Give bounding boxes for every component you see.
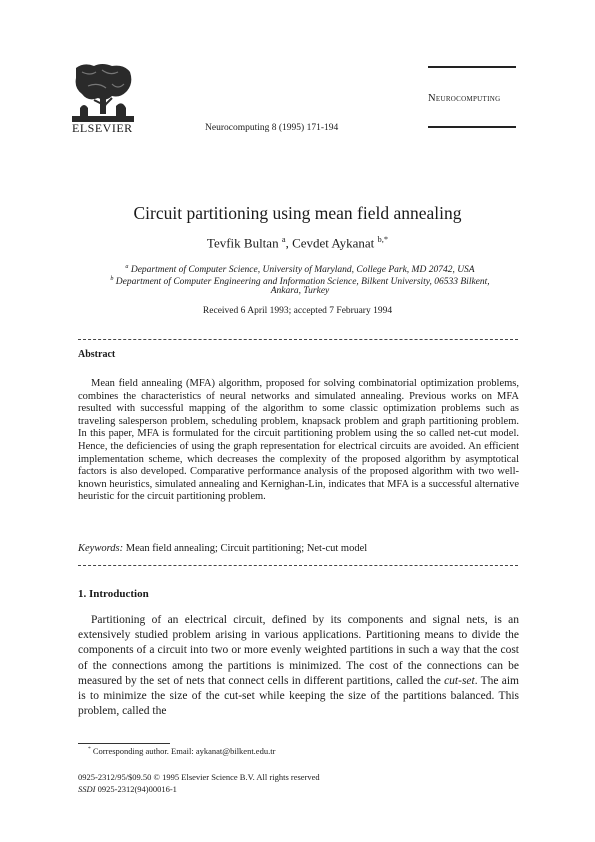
intro-cut-set-term: cut-set — [444, 674, 475, 687]
intro-text: Partitioning of an electrical circuit, defined by its components and signal nets, is an extensively studied problem arising in various applications. Partitioning means to divide the components of a circuit into two or more evenly weighted partitions in such a way that the cost of the connections among the partitions is minimized. The cost of the connections can be measured by the set of nets that connect cells in different partitions, called the — [78, 614, 519, 687]
issn-copyright-line: 0925-2312/95/$09.50 © 1995 Elsevier Science B.V. All rights reserved — [78, 772, 320, 782]
abstract-bottom-rule — [78, 565, 518, 566]
ssdi-line — [78, 784, 177, 794]
author-name: Cevdet Aykanat — [292, 235, 375, 251]
corresponding-author-footnote — [88, 746, 275, 756]
journal-top-rule — [428, 66, 516, 68]
affiliation-mark: a — [125, 264, 129, 270]
footnote-text: Corresponding author. Email: aykanat@bilkent.edu.tr — [90, 746, 276, 756]
section-heading-introduction: 1. Introduction — [78, 588, 149, 600]
affiliation-b-continued: Ankara, Turkey — [270, 286, 330, 296]
affiliation-text: Department of Computer Engineering and Information Science, Bilkent University, 06533 Bilkent, — [115, 277, 490, 288]
footnote-mark: * — [88, 746, 91, 753]
footnote-rule — [78, 743, 170, 744]
author-affiliation-mark: a — [281, 234, 286, 244]
author-separator: , — [285, 235, 293, 251]
affiliation-text: Department of Computer Science, University of Maryland, College Park, MD 20742, USA — [130, 265, 475, 276]
journal-bottom-rule — [428, 126, 516, 128]
received-accepted-dates: Received 6 April 1993; accepted 7 February 1994 — [202, 306, 393, 316]
journal-name: Neurocomputing — [428, 93, 501, 104]
author-list — [0, 234, 595, 251]
paper-title: Circuit partitioning using mean field annealing — [133, 203, 462, 223]
intro-text: . The aim is to minimize the size of the cut-set while keeping the size of the partitions balanced. This problem, called the — [78, 674, 519, 718]
ssdi-label: SSDI — [78, 784, 96, 794]
ssdi-text: 0925-2312(94)00016-1 — [95, 784, 177, 794]
elsevier-tree-logo-icon — [72, 62, 134, 122]
author-affiliation-mark: b,* — [377, 234, 389, 244]
keywords-label: Keywords: — [78, 543, 124, 554]
abstract-body: Mean field annealing (MFA) algorithm, proposed for solving combinatorial optimization problems, combines the characteristics of neural networks and simulated annealing. Previous works on MFA resulted with successful mapping of the algorithm to some classic optimization problems such as traveling salesperson problem, scheduling problem, knapsack problem and graph partitioning problem. In this paper, MFA is formulated for the circuit partitioning problem using the so called net-cut model. Hence, the deficiencies of using the graph representation for electrical circuits are avoided. An efficient implementation scheme, which decreases the complexity of the proposed algorithm by asymptotical factors is also developed. Comparative performance analysis of the proposed algorithm with two well-known heuristics, simulated annealing and Kernighan-Lin, indicates that MFA is a successful alternative heuristic for the circuit partitioning problem. — [78, 378, 519, 503]
publisher-name: ELSEVIER — [72, 121, 133, 135]
keywords — [78, 543, 367, 554]
abstract-heading: Abstract — [78, 349, 116, 360]
introduction-body — [78, 613, 519, 719]
author-name: Tevfik Bultan — [206, 235, 279, 251]
abstract-top-rule — [78, 339, 518, 340]
journal-citation: Neurocomputing 8 (1995) 171-194 — [205, 123, 339, 133]
keywords-text: Mean field annealing; Circuit partitioning; Net-cut model — [123, 543, 368, 554]
affiliation-mark: b — [110, 276, 114, 282]
